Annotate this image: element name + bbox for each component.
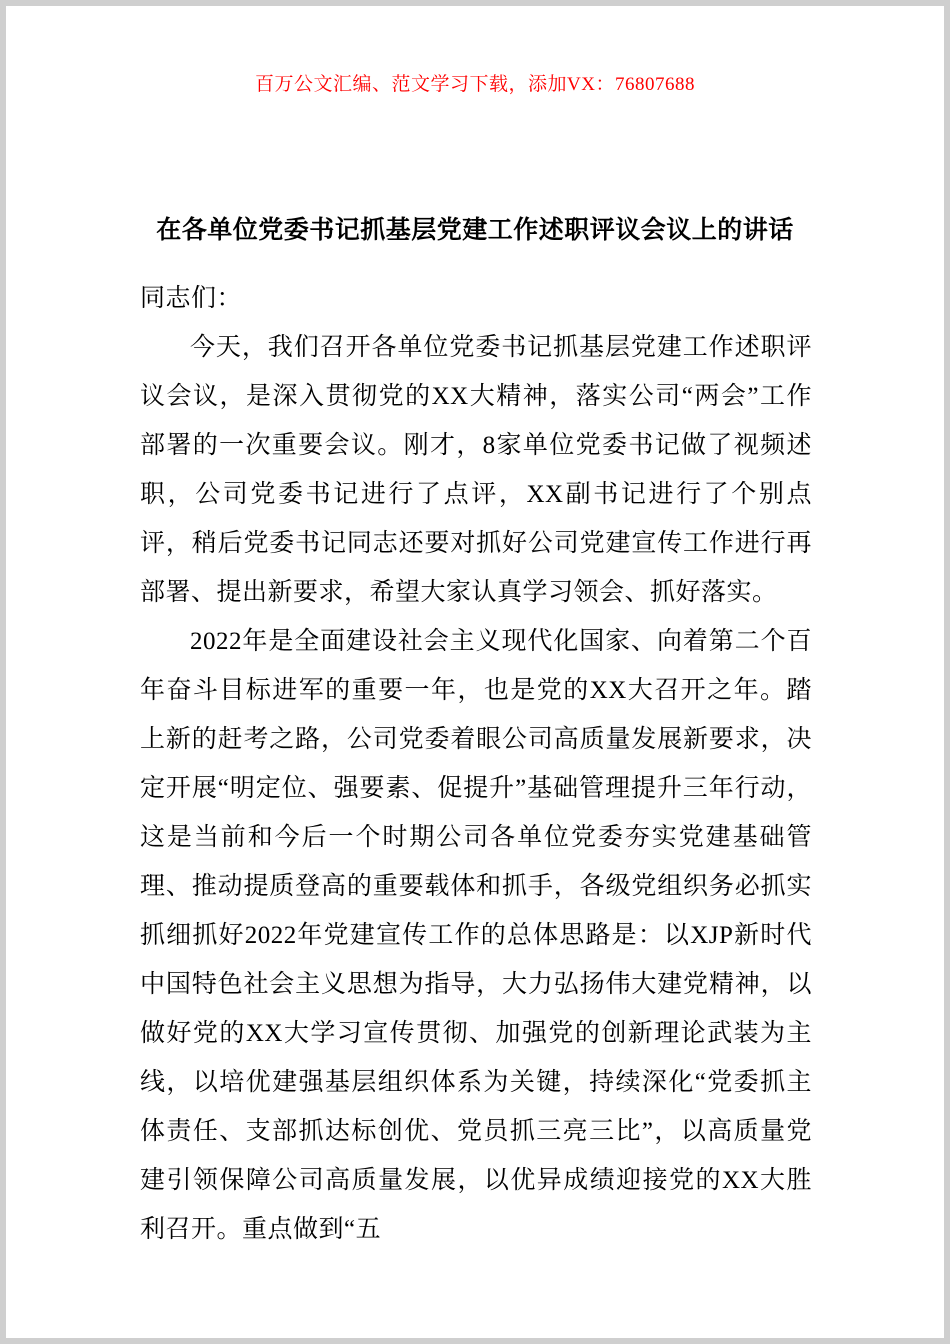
paragraph-main: 2022年是全面建设社会主义现代化国家、向着第二个百年奋斗目标进军的重要一年，也是党的XX大召开之年。踏上新的赶考之路，公司党委着眼公司高质量发展新要求，决定开展“明定位、强要素、促提升”基础管理提升三年行动，这是当前和今后一个时期公司各单位党委夯实党建基础管理、推动提质登高的重要载体和抓手，各级党组织务必抓实抓细抓好2022年党建宣传工作的总体思路是：以XJP新时代中国特色社会主义思想为指导，大力弘扬伟大建党精神，以做好党的XX大学习宣传贯彻、加强党的创新理论武装为主线，以培优建强基层组织体系为关键，持续深化“党委抓主体责任、支部抓达标创优、党员抓三亮三比”，以高质量党建引领保障公司高质量发展，以优异成绩迎接党的XX大胜利召开。重点做到“五 — [140, 628, 812, 1243]
paragraph-intro: 今天，我们召开各单位党委书记抓基层党建工作述职评议会议，是深入贯彻党的XX大精神，落实公司“两会”工作部署的一次重要会议。刚才，8家单位党委书记做了视频述职，公司党委书记进行了点评，XX副书记进行了个别点评，稍后党委书记同志还要对抓好公司党建宣传工作进行再部署、提出新要求，希望大家认真学习领会、抓好落实。 — [140, 334, 812, 606]
document-title: 在各单位党委书记抓基层党建工作述职评议会议上的讲话 — [156, 217, 794, 244]
paragraph-salutation: 同志们： — [140, 285, 243, 312]
header-ad-notice: 百万公文汇编、范文学习下载，添加VX：76807688 — [255, 74, 695, 95]
document-body — [6, 274, 944, 1254]
